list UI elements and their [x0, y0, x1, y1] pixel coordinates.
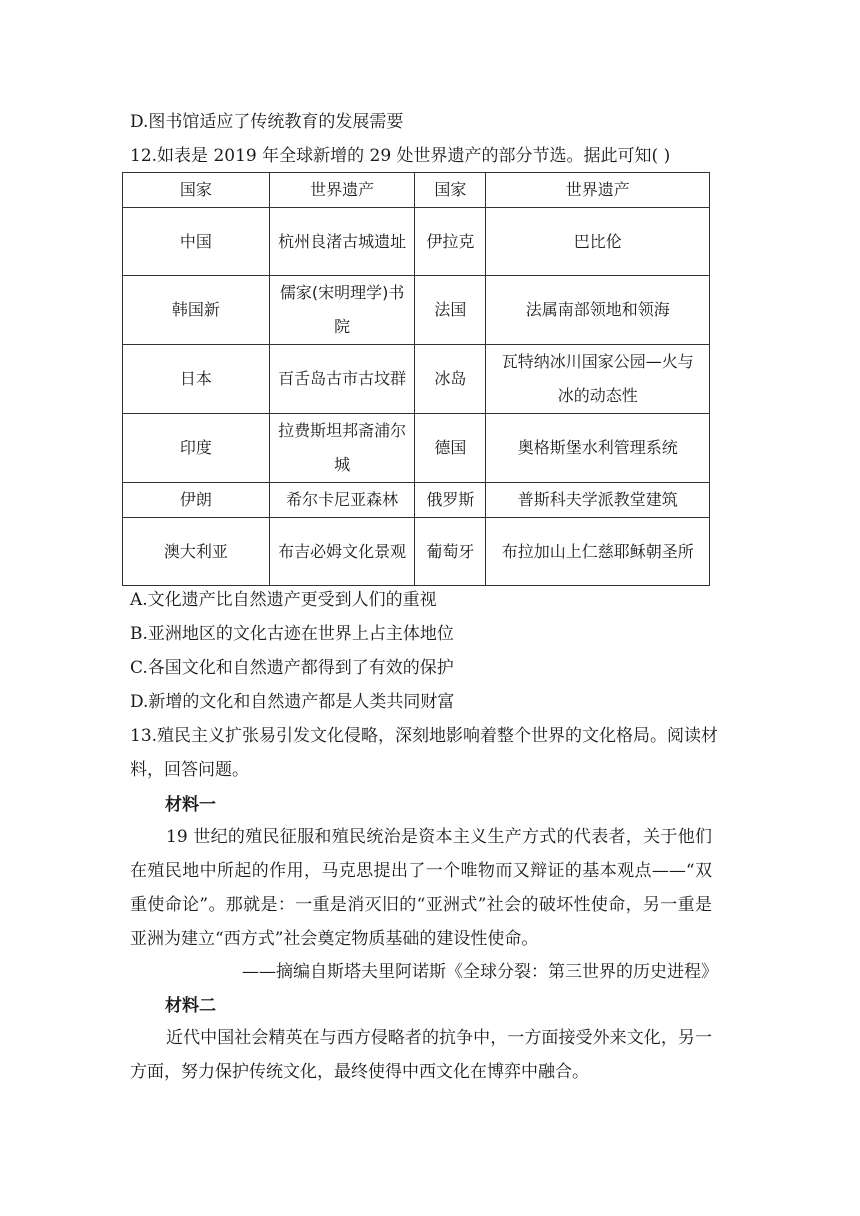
table-row	[123, 483, 710, 518]
q12-stem: 12.如表是 2019 年全球新增的 29 处世界遗产的部分节选。据此可知( )	[130, 146, 671, 166]
table-cell: 巴比伦	[486, 208, 710, 276]
table-cell: 法国	[415, 276, 486, 345]
table-header-cell: 国家	[123, 173, 270, 208]
table-cell: 儒家(宋明理学)书院	[269, 276, 415, 345]
world-heritage-table	[122, 172, 710, 586]
table-row	[123, 208, 710, 276]
table-header-row	[123, 173, 710, 208]
table-cell: 葡萄牙	[415, 518, 486, 586]
table-header-cell: 国家	[415, 173, 486, 208]
table-cell: 韩国新	[123, 276, 270, 345]
q12-option-d: D.新增的文化和自然遗产都是人类共同财富	[130, 692, 455, 712]
table-row	[123, 345, 710, 414]
prev-question-option-d: D.图书馆适应了传统教育的发展需要	[130, 112, 404, 132]
table-row	[123, 276, 710, 345]
table-cell: 杭州良渚古城遗址	[269, 208, 415, 276]
material-one-text: 19 世纪的殖民征服和殖民统治是资本主义生产方式的代表者，关于他们在殖民地中所起的作用，马克思提出了一个唯物而又辩证的基本观点——“双重使命论”。那就是：一重是消灭旧的“亚洲式”社会的破坏性使命，另一重是亚洲为建立“西方式”社会奠定物质基础的建设性使命。	[130, 827, 712, 949]
table-cell: 布吉必姆文化景观	[269, 518, 415, 586]
table-header-cell: 世界遗产	[486, 173, 710, 208]
table-cell: 瓦特纳冰川国家公园—火与冰的动态性	[486, 345, 710, 414]
table-cell: 冰岛	[415, 345, 486, 414]
table-cell: 法属南部领地和领海	[486, 276, 710, 345]
table-cell: 布拉加山上仁慈耶稣朝圣所	[486, 518, 710, 586]
table-cell: 伊拉克	[415, 208, 486, 276]
table-cell: 日本	[123, 345, 270, 414]
table-row	[123, 414, 710, 483]
table-header-cell: 世界遗产	[269, 173, 415, 208]
q13-stem-line1: 13.殖民主义扩张易引发文化侵略，深刻地影响着整个世界的文化格局。阅读材	[130, 726, 719, 746]
q12-option-b: B.亚洲地区的文化古迹在世界上占主体地位	[130, 624, 454, 644]
table-cell: 伊朗	[123, 483, 270, 518]
table-cell: 希尔卡尼亚森林	[269, 483, 415, 518]
material-one-title: 材料一	[165, 795, 216, 815]
q12-option-c: C.各国文化和自然遗产都得到了有效的保护	[130, 658, 454, 678]
material-one-source: ——摘编自斯塔夫里阿诺斯《全球分裂：第三世界的历史进程》	[242, 962, 718, 982]
table-cell: 俄罗斯	[415, 483, 486, 518]
material-two-text: 近代中国社会精英在与西方侵略者的抗争中，一方面接受外来文化，另一方面，努力保护传统文化，最终使得中西文化在博弈中融合。	[130, 1028, 712, 1082]
table-cell: 奥格斯堡水利管理系统	[486, 414, 710, 483]
table-cell: 拉费斯坦邦斋浦尔城	[269, 414, 415, 483]
table-cell: 印度	[123, 414, 270, 483]
q13-stem-line2: 料，回答问题。	[130, 760, 249, 780]
table-row	[123, 518, 710, 586]
material-two-title: 材料二	[165, 996, 216, 1016]
q12-option-a: A.文化遗产比自然遗产更受到人们的重视	[130, 590, 437, 610]
table-cell: 百舌岛古市古坟群	[269, 345, 415, 414]
table-cell: 澳大利亚	[123, 518, 270, 586]
table-cell: 中国	[123, 208, 270, 276]
table-cell: 德国	[415, 414, 486, 483]
table-cell: 普斯科夫学派教堂建筑	[486, 483, 710, 518]
